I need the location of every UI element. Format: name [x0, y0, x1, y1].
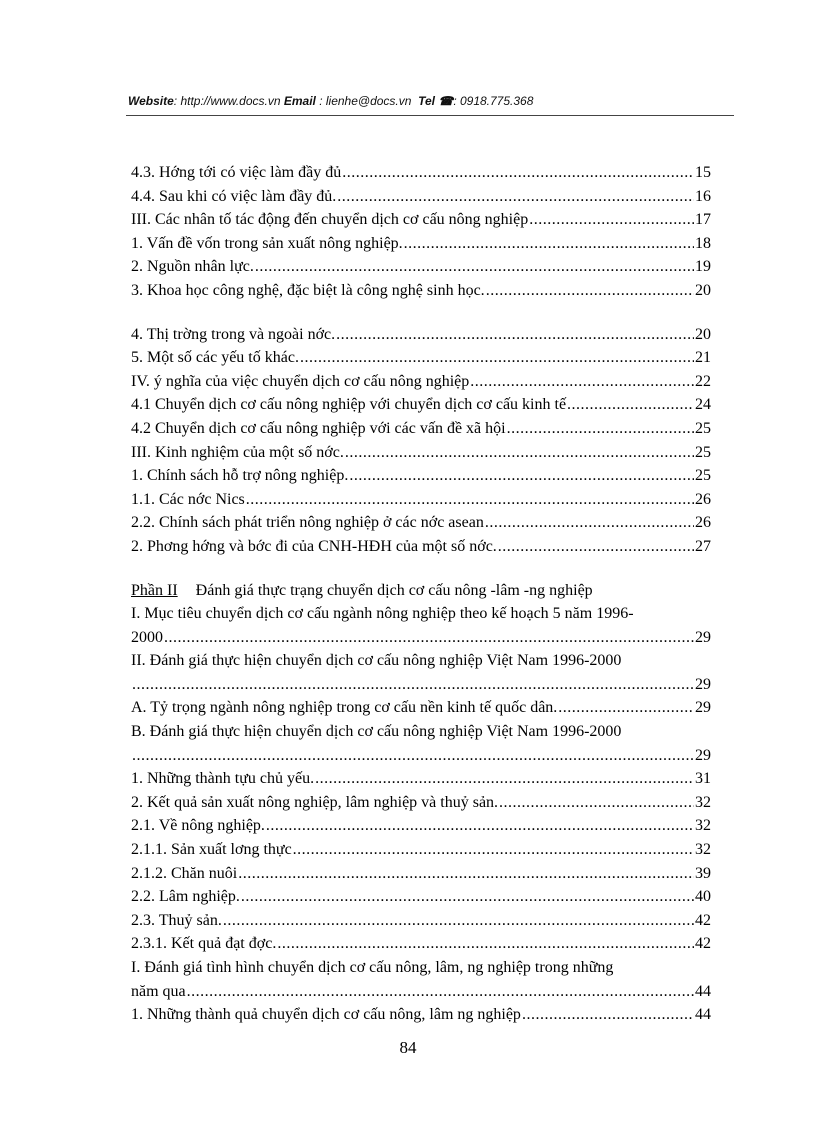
- toc-gap: [131, 303, 711, 323]
- toc-entry-title: năm qua: [131, 982, 186, 1000]
- header-divider: [126, 115, 734, 116]
- toc-entry-page: 31: [695, 770, 711, 788]
- toc-entry[interactable]: [131, 161, 711, 185]
- toc-entry[interactable]: [131, 208, 711, 232]
- toc-entry[interactable]: [131, 393, 711, 417]
- tel-value: : 0918.775.368: [453, 94, 534, 108]
- toc-entry-page: 40: [695, 888, 711, 906]
- toc-entry-page: 16: [695, 187, 711, 205]
- dot-leader: [470, 370, 694, 394]
- toc-entry-title: 2.1.1. Sản xuất lơng thực: [131, 841, 292, 859]
- toc-entry-title: 1. Vấn đề vốn trong sản xuất nông nghiệp.: [131, 234, 403, 252]
- dot-leader: [342, 161, 694, 185]
- toc-entry-title: IV. ý nghĩa của việc chuyển dịch cơ cấu nông nghiệp: [131, 372, 470, 390]
- toc-entry[interactable]: [131, 814, 711, 838]
- dot-leader: [223, 909, 694, 933]
- toc-entry[interactable]: [131, 346, 711, 370]
- toc-entry-title: 2.1.2. Chăn nuôi: [131, 864, 238, 882]
- website-url[interactable]: : http://www.docs.vn: [173, 94, 281, 108]
- toc-entry-page: 27: [695, 537, 711, 555]
- toc-entry[interactable]: [131, 1003, 711, 1027]
- dot-leader: [558, 696, 694, 720]
- toc-entry-title: 1. Chính sách hỗ trợ nông nghiệp.: [131, 467, 349, 485]
- toc-entry[interactable]: [131, 255, 711, 279]
- dot-leader: [238, 862, 694, 886]
- toc-entry-page: 29: [695, 746, 711, 764]
- toc-entry-page: 24: [695, 396, 711, 414]
- toc-gap: [131, 559, 711, 579]
- toc-entry-title: 2. Nguồn nhân lực.: [131, 258, 254, 276]
- toc-entry-line: B. Đánh giá thực hiện chuyển dịch cơ cấu nông nghiệp Việt Nam 1996-2000: [131, 723, 622, 741]
- toc-entry[interactable]: [131, 232, 711, 256]
- page-number: 84: [399, 1038, 417, 1057]
- toc-entry[interactable]: [131, 744, 711, 768]
- toc-entry-page: 18: [695, 234, 711, 252]
- toc-entry[interactable]: [131, 626, 711, 650]
- toc-entry[interactable]: [131, 932, 711, 956]
- toc-entry-page: 44: [695, 1006, 711, 1024]
- toc-entry[interactable]: [131, 885, 711, 909]
- toc-entry-page: 26: [695, 490, 711, 508]
- toc-entry-title: 5. Một số các yếu tố khác.: [131, 349, 299, 367]
- toc-entry-line: I. Đánh giá tình hình chuyển dịch cơ cấu nông, lâm, ng nghiệp trong những: [131, 959, 614, 976]
- toc-entry-line: I. Mục tiêu chuyển dịch cơ cấu ngành nông nghiệp theo kế hoạch 5 năm 1996-: [131, 605, 634, 623]
- toc-entry-page: 20: [695, 281, 711, 299]
- toc-entry[interactable]: [131, 862, 711, 886]
- dot-leader: [277, 932, 694, 956]
- toc-entry-title: 1.1. Các nớc Nics: [131, 490, 245, 508]
- toc-entry[interactable]: [131, 767, 711, 791]
- dot-leader: [293, 838, 694, 862]
- dot-leader: [187, 980, 694, 1004]
- dot-leader: [529, 208, 694, 232]
- toc-entry[interactable]: [131, 511, 711, 535]
- toc-entry[interactable]: [131, 185, 711, 209]
- toc-entry-title: 4.1 Chuyển dịch cơ cấu nông nghiệp với chuyển dịch cơ cấu kinh tế: [131, 396, 567, 414]
- dot-leader: [300, 346, 694, 370]
- toc-entry[interactable]: [131, 909, 711, 933]
- toc-entry[interactable]: [131, 417, 711, 441]
- toc-entry-title: 4. Thị trờng trong và ngoài nớc.: [131, 325, 336, 343]
- dot-leader: [349, 464, 694, 488]
- dot-leader: [522, 1003, 694, 1027]
- toc-entry-page: 26: [695, 514, 711, 532]
- toc-entry[interactable]: [131, 441, 711, 465]
- toc-entry-title: 4.3. Hớng tới có việc làm đầy đủ: [131, 164, 342, 181]
- toc-entry-line: II. Đánh giá thực hiện chuyển dịch cơ cấu nông nghiệp Việt Nam 1996-2000: [131, 652, 622, 670]
- toc-entry-title: 2. Kết quả sản xuất nông nghiệp, lâm nghiệp và thuỷ sản.: [131, 793, 499, 811]
- toc-entry[interactable]: [131, 673, 711, 697]
- dot-leader: [498, 535, 694, 559]
- toc-entry-page: 42: [695, 935, 711, 953]
- toc-entry[interactable]: [131, 370, 711, 394]
- toc-entry-page: 29: [695, 675, 711, 693]
- dot-leader: [255, 255, 694, 279]
- page-header: [128, 94, 533, 108]
- toc-entry[interactable]: [131, 838, 711, 862]
- toc-entry-title: A. Tỷ trọng ngành nông nghiệp trong cơ cấu nền kinh tế quốc dân.: [131, 699, 558, 717]
- toc-entry-title: 2.3. Thuỷ sản.: [131, 911, 222, 929]
- part-title: Đánh giá thực trạng chuyển dịch cơ cấu nông -lâm -ng nghiệp: [195, 581, 593, 599]
- toc-entry[interactable]: [131, 791, 711, 815]
- toc-entry-title: 3. Khoa học công nghệ, đặc biệt là công nghệ sinh học.: [131, 281, 485, 299]
- toc-entry-page: 25: [695, 443, 711, 461]
- toc-entry-title: III. Các nhân tố tác động đến chuyển dịch cơ cấu nông nghiệp: [131, 211, 529, 229]
- toc-entry-page: 29: [695, 628, 711, 646]
- table-of-contents: [131, 161, 711, 1027]
- toc-entry-page: 25: [695, 467, 711, 485]
- dot-leader: [164, 626, 694, 650]
- dot-leader: [499, 791, 694, 815]
- toc-entry-page: 32: [695, 841, 711, 859]
- toc-entry-page: 17: [695, 211, 711, 229]
- toc-entry-title: 1. Những thành quả chuyển dịch cơ cấu nông, lâm ng nghiệp: [131, 1006, 521, 1024]
- toc-entry-page: 39: [695, 864, 711, 882]
- toc-entry-title: 2. Phơng hớng và bớc đi của CNH-HĐH của một số nớc.: [131, 537, 497, 555]
- toc-entry[interactable]: [131, 488, 711, 512]
- toc-entry-page: 19: [695, 258, 711, 276]
- toc-group-1: [131, 161, 711, 303]
- dot-leader: [266, 814, 694, 838]
- toc-entry-page: 22: [695, 372, 711, 390]
- dot-leader: [404, 232, 694, 256]
- dot-leader: [507, 417, 694, 441]
- toc-entry-title: 4.4. Sau khi có việc làm đầy đủ.: [131, 187, 337, 205]
- dot-leader: [315, 767, 694, 791]
- toc-entry[interactable]: [131, 535, 711, 559]
- toc-entry[interactable]: [131, 696, 711, 720]
- toc-entry-page: 44: [695, 982, 711, 1000]
- toc-entry-title: III. Kinh nghiệm của một số nớc.: [131, 443, 344, 461]
- toc-entry-title: 2.2. Chính sách phát triển nông nghiệp ở các nớc asean: [131, 514, 484, 532]
- tel-label: Tel ☎: [418, 94, 454, 108]
- part-heading: [131, 579, 711, 603]
- toc-entry-page: 42: [695, 911, 711, 929]
- toc-group-3: [131, 767, 711, 956]
- dot-leader: [132, 744, 694, 768]
- toc-entry-page: 20: [695, 325, 711, 343]
- toc-entry-page: 21: [695, 349, 711, 367]
- toc-entry-title: 1. Những thành tựu chủ yếu.: [131, 770, 315, 788]
- toc-entry[interactable]: [131, 323, 711, 347]
- toc-entry-title: 2.3.1. Kết quả đạt đợc.: [131, 935, 277, 953]
- toc-entry-page: 32: [695, 817, 711, 835]
- toc-entry-title: 2.1. Về nông nghiệp.: [131, 817, 265, 835]
- dot-leader: [241, 885, 694, 909]
- dot-leader: [336, 323, 694, 347]
- toc-entry-title: 4.2 Chuyển dịch cơ cấu nông nghiệp với các vấn đề xã hội: [131, 419, 506, 437]
- toc-entry-title: 2.2. Lâm nghiệp.: [131, 888, 240, 906]
- email-label: Email: [283, 94, 316, 108]
- dot-leader: [246, 488, 694, 512]
- toc-entry-page: 32: [695, 793, 711, 811]
- dot-leader: [345, 441, 694, 465]
- website-label: Website: [128, 94, 174, 108]
- dot-leader: [567, 393, 694, 417]
- toc-entry-page: 25: [695, 419, 711, 437]
- dot-leader: [132, 673, 694, 697]
- toc-entry[interactable]: [131, 279, 711, 303]
- email-value[interactable]: : lienhe@docs.vn: [315, 94, 412, 108]
- toc-entry-page: 15: [695, 164, 711, 181]
- toc-entry-page: 29: [695, 699, 711, 717]
- dot-leader: [337, 185, 694, 209]
- part-label: Phần II: [131, 581, 178, 599]
- toc-group-2: [131, 323, 711, 559]
- toc-entry[interactable]: [131, 464, 711, 488]
- toc-entry[interactable]: [131, 980, 711, 1004]
- dot-leader: [485, 511, 694, 535]
- toc-entry-title: 2000: [131, 628, 163, 646]
- dot-leader: [486, 279, 694, 303]
